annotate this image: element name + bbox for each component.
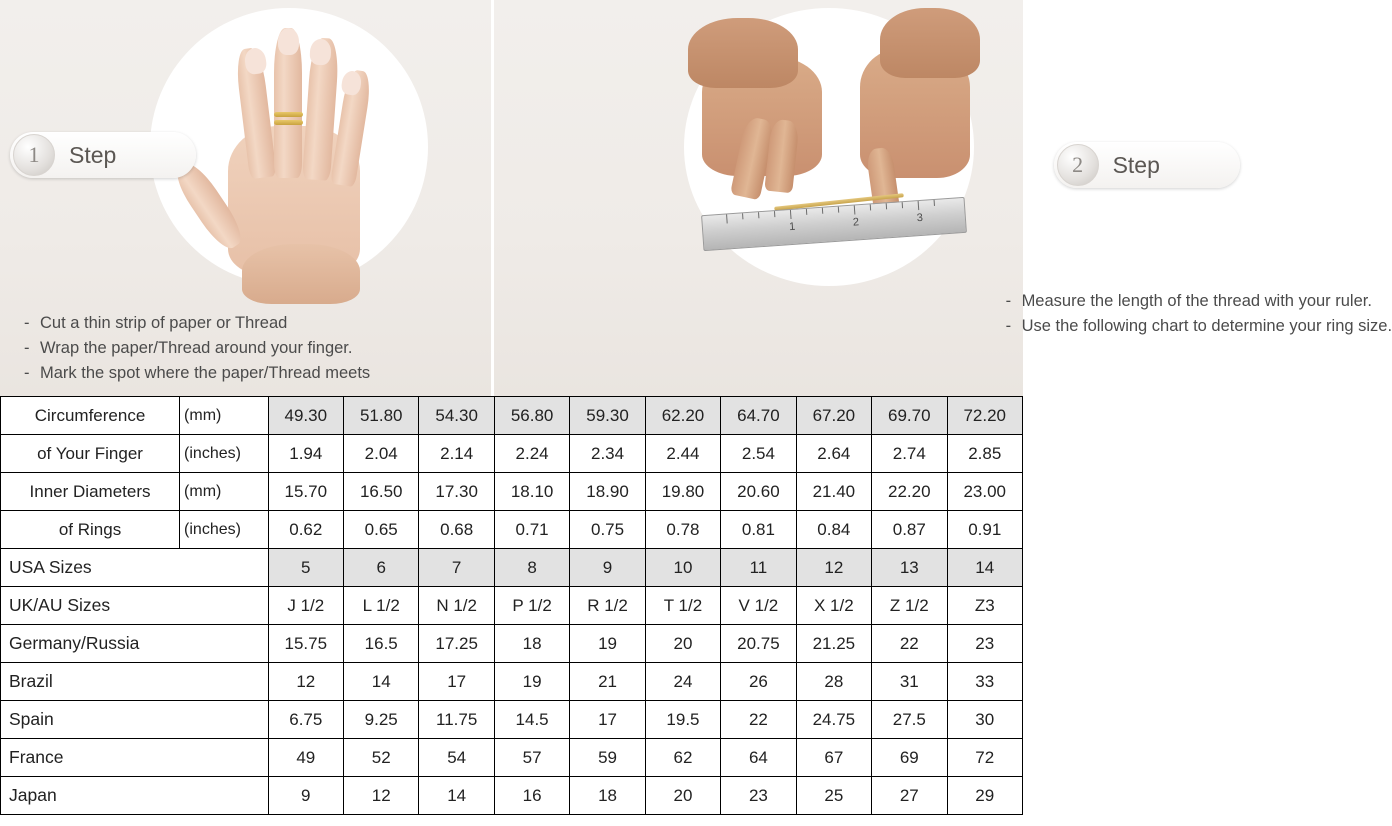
- table-cell: 49.30: [268, 397, 343, 435]
- table-cell: 0.75: [570, 511, 645, 549]
- table-cell: 2.74: [872, 435, 947, 473]
- table-cell: 12: [344, 777, 419, 815]
- table-cell: 56.80: [494, 397, 569, 435]
- step-2-panel: [494, 0, 1392, 396]
- table-cell: T 1/2: [645, 587, 720, 625]
- step-1-badge: [10, 132, 196, 178]
- table-cell: 15.70: [268, 473, 343, 511]
- table-cell: 5: [268, 549, 343, 587]
- table-cell: 0.78: [645, 511, 720, 549]
- table-cell: 69: [872, 739, 947, 777]
- row-label-circumference: Circumference: [1, 397, 180, 435]
- table-cell: 27: [872, 777, 947, 815]
- ring-size-table-wrapper: [0, 396, 1023, 815]
- row-unit: (mm): [180, 397, 269, 435]
- table-cell: 2.54: [721, 435, 796, 473]
- table-cell: 9: [268, 777, 343, 815]
- step-2-instructions: [1006, 289, 1392, 339]
- table-cell: 54: [419, 739, 494, 777]
- table-cell: 62: [645, 739, 720, 777]
- table-row: [1, 473, 1023, 511]
- table-cell: 12: [796, 549, 871, 587]
- table-cell: 11: [721, 549, 796, 587]
- step-1-instructions: [24, 311, 370, 386]
- table-cell: 2.64: [796, 435, 871, 473]
- row-label-usa-sizes: USA Sizes: [1, 549, 269, 587]
- row-label-japan: Japan: [1, 777, 269, 815]
- table-row: [1, 549, 1023, 587]
- table-cell: 22.20: [872, 473, 947, 511]
- table-row: [1, 663, 1023, 701]
- step-1-bullet-2: - Wrap the paper/Thread around your finger.: [24, 339, 353, 357]
- table-cell: 17.25: [419, 625, 494, 663]
- table-cell: 14: [947, 549, 1023, 587]
- table-cell: 9: [570, 549, 645, 587]
- row-label-spain: Spain: [1, 701, 269, 739]
- table-cell: 22: [721, 701, 796, 739]
- table-row: [1, 739, 1023, 777]
- table-cell: 59: [570, 739, 645, 777]
- ruler-number-3: 3: [915, 211, 923, 225]
- table-row: [1, 397, 1023, 435]
- table-cell: P 1/2: [494, 587, 569, 625]
- table-cell: 26: [721, 663, 796, 701]
- step-2-badge: [1054, 142, 1240, 188]
- ruler-number-2: 2: [852, 216, 860, 229]
- table-cell: 54.30: [419, 397, 494, 435]
- table-cell: 17: [570, 701, 645, 739]
- table-cell: 15.75: [268, 625, 343, 663]
- table-cell: 22: [872, 625, 947, 663]
- table-cell: 59.30: [570, 397, 645, 435]
- table-cell: 9.25: [344, 701, 419, 739]
- table-cell: 20: [645, 777, 720, 815]
- row-label-germany-russia: Germany/Russia: [1, 625, 269, 663]
- table-cell: 2.85: [947, 435, 1023, 473]
- table-cell: 51.80: [344, 397, 419, 435]
- table-cell: 18: [570, 777, 645, 815]
- table-cell: 12: [268, 663, 343, 701]
- table-cell: 21: [570, 663, 645, 701]
- table-cell: 49: [268, 739, 343, 777]
- ruler-number-1: 1: [788, 220, 796, 234]
- table-cell: J 1/2: [268, 587, 343, 625]
- step-1-bullet-3: - Mark the spot where the paper/Thread meets: [24, 364, 371, 382]
- table-cell: 23.00: [947, 473, 1023, 511]
- table-row: [1, 777, 1023, 815]
- table-cell: 18: [494, 625, 569, 663]
- hand-with-ruler-illustration: [684, 8, 974, 286]
- table-cell: 16: [494, 777, 569, 815]
- row-label-inner-diameters-2: of Rings: [1, 511, 180, 549]
- table-row: [1, 625, 1023, 663]
- table-cell: 0.84: [796, 511, 871, 549]
- table-cell: 18.10: [494, 473, 569, 511]
- ruler: [701, 197, 967, 251]
- table-cell: 67: [796, 739, 871, 777]
- row-label-france: France: [1, 739, 269, 777]
- table-cell: V 1/2: [721, 587, 796, 625]
- table-cell: 2.04: [344, 435, 419, 473]
- row-label-inner-diameters: Inner Diameters: [1, 473, 180, 511]
- steps-section: [0, 0, 1392, 396]
- table-cell: 33: [947, 663, 1023, 701]
- table-cell: 31: [872, 663, 947, 701]
- table-cell: 72: [947, 739, 1023, 777]
- table-cell: 10: [645, 549, 720, 587]
- ring-size-table: [0, 396, 1023, 815]
- table-cell: 18.90: [570, 473, 645, 511]
- table-cell: 19.5: [645, 701, 720, 739]
- table-cell: 57: [494, 739, 569, 777]
- table-cell: 62.20: [645, 397, 720, 435]
- table-cell: 21.40: [796, 473, 871, 511]
- table-cell: 19: [494, 663, 569, 701]
- row-unit: (inches): [180, 511, 269, 549]
- table-cell: 28: [796, 663, 871, 701]
- table-cell: 64: [721, 739, 796, 777]
- table-cell: 7: [419, 549, 494, 587]
- table-cell: 2.34: [570, 435, 645, 473]
- table-cell: 14: [344, 663, 419, 701]
- step-1-label: Step: [69, 141, 117, 168]
- table-cell: 2.14: [419, 435, 494, 473]
- table-cell: 17.30: [419, 473, 494, 511]
- table-cell: 2.44: [645, 435, 720, 473]
- table-cell: 0.68: [419, 511, 494, 549]
- table-cell: 23: [947, 625, 1023, 663]
- table-cell: R 1/2: [570, 587, 645, 625]
- step-2-photo: [684, 8, 974, 286]
- table-row: [1, 511, 1023, 549]
- table-cell: Z3: [947, 587, 1023, 625]
- step-2-label: Step: [1112, 151, 1160, 178]
- table-cell: 27.5: [872, 701, 947, 739]
- table-cell: 0.71: [494, 511, 569, 549]
- table-cell: 72.20: [947, 397, 1023, 435]
- table-cell: 0.81: [721, 511, 796, 549]
- table-cell: 16.50: [344, 473, 419, 511]
- step-2-number: 2: [1057, 144, 1099, 186]
- step-2-bullet-1: - Measure the length of the thread with your ruler.: [1005, 292, 1372, 310]
- table-cell: 52: [344, 739, 419, 777]
- table-cell: 20: [645, 625, 720, 663]
- table-cell: Z 1/2: [872, 587, 947, 625]
- table-cell: 24: [645, 663, 720, 701]
- table-cell: 13: [872, 549, 947, 587]
- table-cell: 20.75: [721, 625, 796, 663]
- row-label-circumference-2: of Your Finger: [1, 435, 180, 473]
- table-cell: 0.87: [872, 511, 947, 549]
- table-cell: 64.70: [721, 397, 796, 435]
- table-cell: 6.75: [268, 701, 343, 739]
- table-cell: 0.91: [947, 511, 1023, 549]
- table-cell: N 1/2: [419, 587, 494, 625]
- table-cell: 14.5: [494, 701, 569, 739]
- row-unit: (inches): [180, 435, 269, 473]
- table-cell: 0.62: [268, 511, 343, 549]
- table-row: [1, 435, 1023, 473]
- table-row: [1, 587, 1023, 625]
- step-1-panel: [0, 0, 494, 396]
- table-cell: 23: [721, 777, 796, 815]
- table-cell: 17: [419, 663, 494, 701]
- table-cell: 20.60: [721, 473, 796, 511]
- step-1-number: 1: [13, 134, 55, 176]
- row-label-brazil: Brazil: [1, 663, 269, 701]
- table-cell: 67.20: [796, 397, 871, 435]
- step-2-bullet-2: - Use the following chart to determine your ring size.: [1005, 317, 1392, 335]
- table-cell: 2.24: [494, 435, 569, 473]
- table-cell: L 1/2: [344, 587, 419, 625]
- table-cell: 29: [947, 777, 1023, 815]
- table-row: [1, 701, 1023, 739]
- table-cell: 24.75: [796, 701, 871, 739]
- table-cell: 1.94: [268, 435, 343, 473]
- table-cell: 0.65: [344, 511, 419, 549]
- table-cell: 25: [796, 777, 871, 815]
- row-unit: (mm): [180, 473, 269, 511]
- table-cell: 30: [947, 701, 1023, 739]
- table-cell: 8: [494, 549, 569, 587]
- table-cell: 11.75: [419, 701, 494, 739]
- table-cell: 19: [570, 625, 645, 663]
- table-cell: 21.25: [796, 625, 871, 663]
- table-cell: X 1/2: [796, 587, 871, 625]
- row-label-uk-au-sizes: UK/AU Sizes: [1, 587, 269, 625]
- table-cell: 6: [344, 549, 419, 587]
- table-cell: 19.80: [645, 473, 720, 511]
- step-1-bullet-1: - Cut a thin strip of paper or Thread: [24, 314, 288, 332]
- table-cell: 16.5: [344, 625, 419, 663]
- table-cell: 14: [419, 777, 494, 815]
- table-cell: 69.70: [872, 397, 947, 435]
